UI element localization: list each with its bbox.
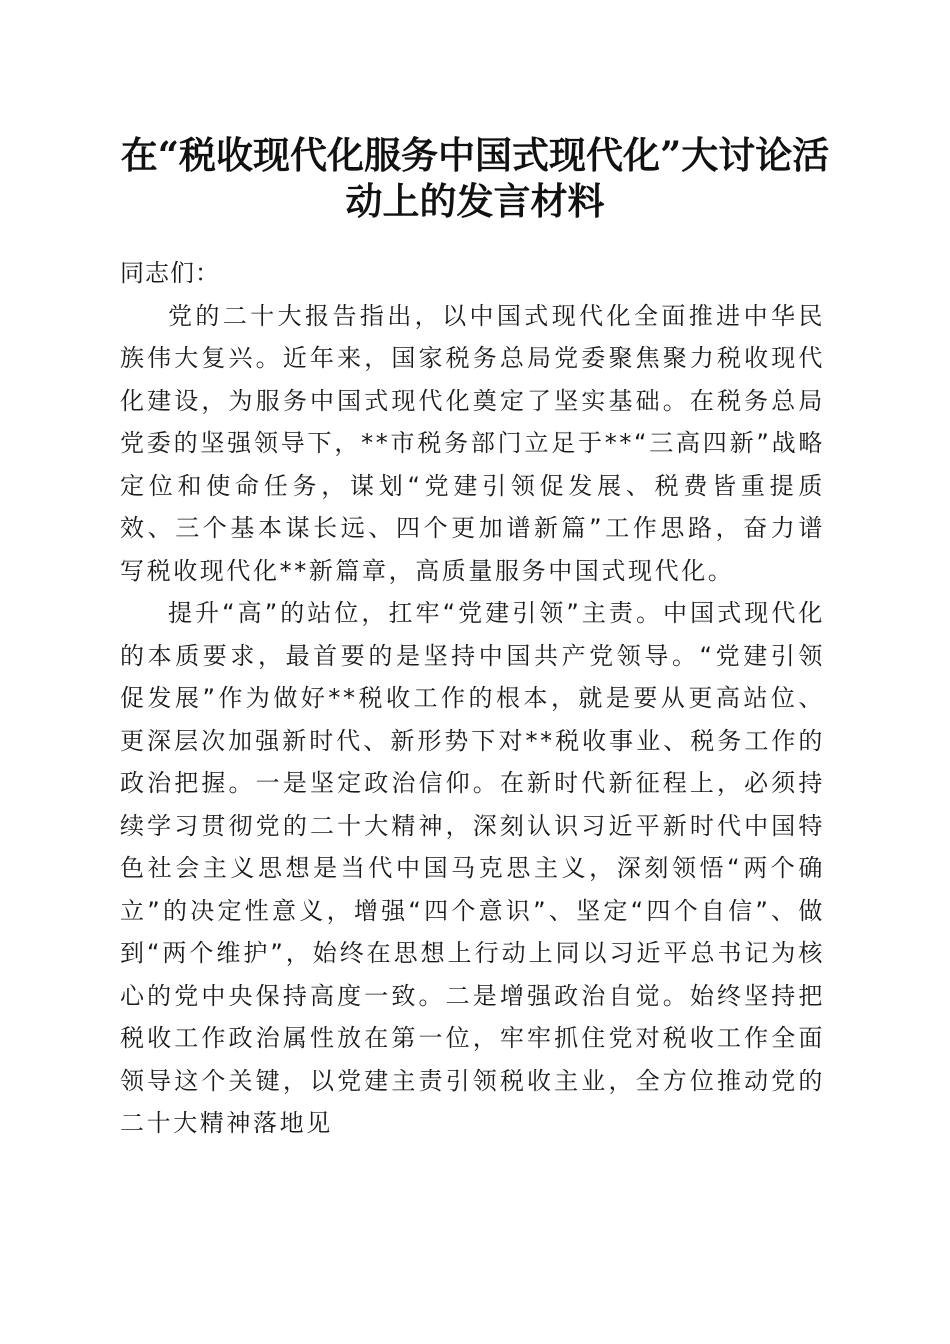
title-line-2: 动上的发言材料 (345, 179, 605, 223)
paragraph-1: 党的二十大报告指出，以中国式现代化全面推进中华民族伟大复兴。近年来，国家税务总局党委聚焦聚力税收现代化建设，为服务中国式现代化奠定了坚实基础。在税务总局党委的坚强领导下，**市税务部门立足于**“三高四新”战略定位和使命任务，谋划“党建引领促发展、税费皆重提质效、三个基本谋长远、四个更加谱新篇”工作思路，奋力谱写税收现代化**新篇章，高质量服务中国式现代化。 (120, 301, 825, 585)
document-body (120, 252, 825, 1145)
title-line-1: 在“税收现代化服务中国式现代化”大讨论活 (120, 133, 830, 177)
paragraph-2: 提升“高”的站位，扛牢“党建引领”主责。中国式现代化的本质要求，最首要的是坚持中国共产党领导。“党建引领促发展”作为做好**税收工作的根本，就是要从更高站位、更深层次加强新时代、新形势下对**税收事业、税务工作的政治把握。一是坚定政治信仰。在新时代新征程上，必须持续学习贯彻党的二十大精神，深刻认识习近平新时代中国特色社会主义思想是当代中国马克思主义，深刻领悟“两个确立”的决定性意义，增强“四个意识”、坚定“四个自信”、做到“两个维护”，始终在思想上行动上同以习近平总书记为核心的党中央保持高度一致。二是增强政治自觉。始终坚持把税收工作政治属性放在第一位，牢牢抓住党对税收工作全面领导这个关键，以党建主责引领税收主业，全方位推动党的二十大精神落地见 (120, 599, 825, 1137)
salutation: 同志们： (120, 259, 220, 287)
document-title (110, 132, 840, 224)
